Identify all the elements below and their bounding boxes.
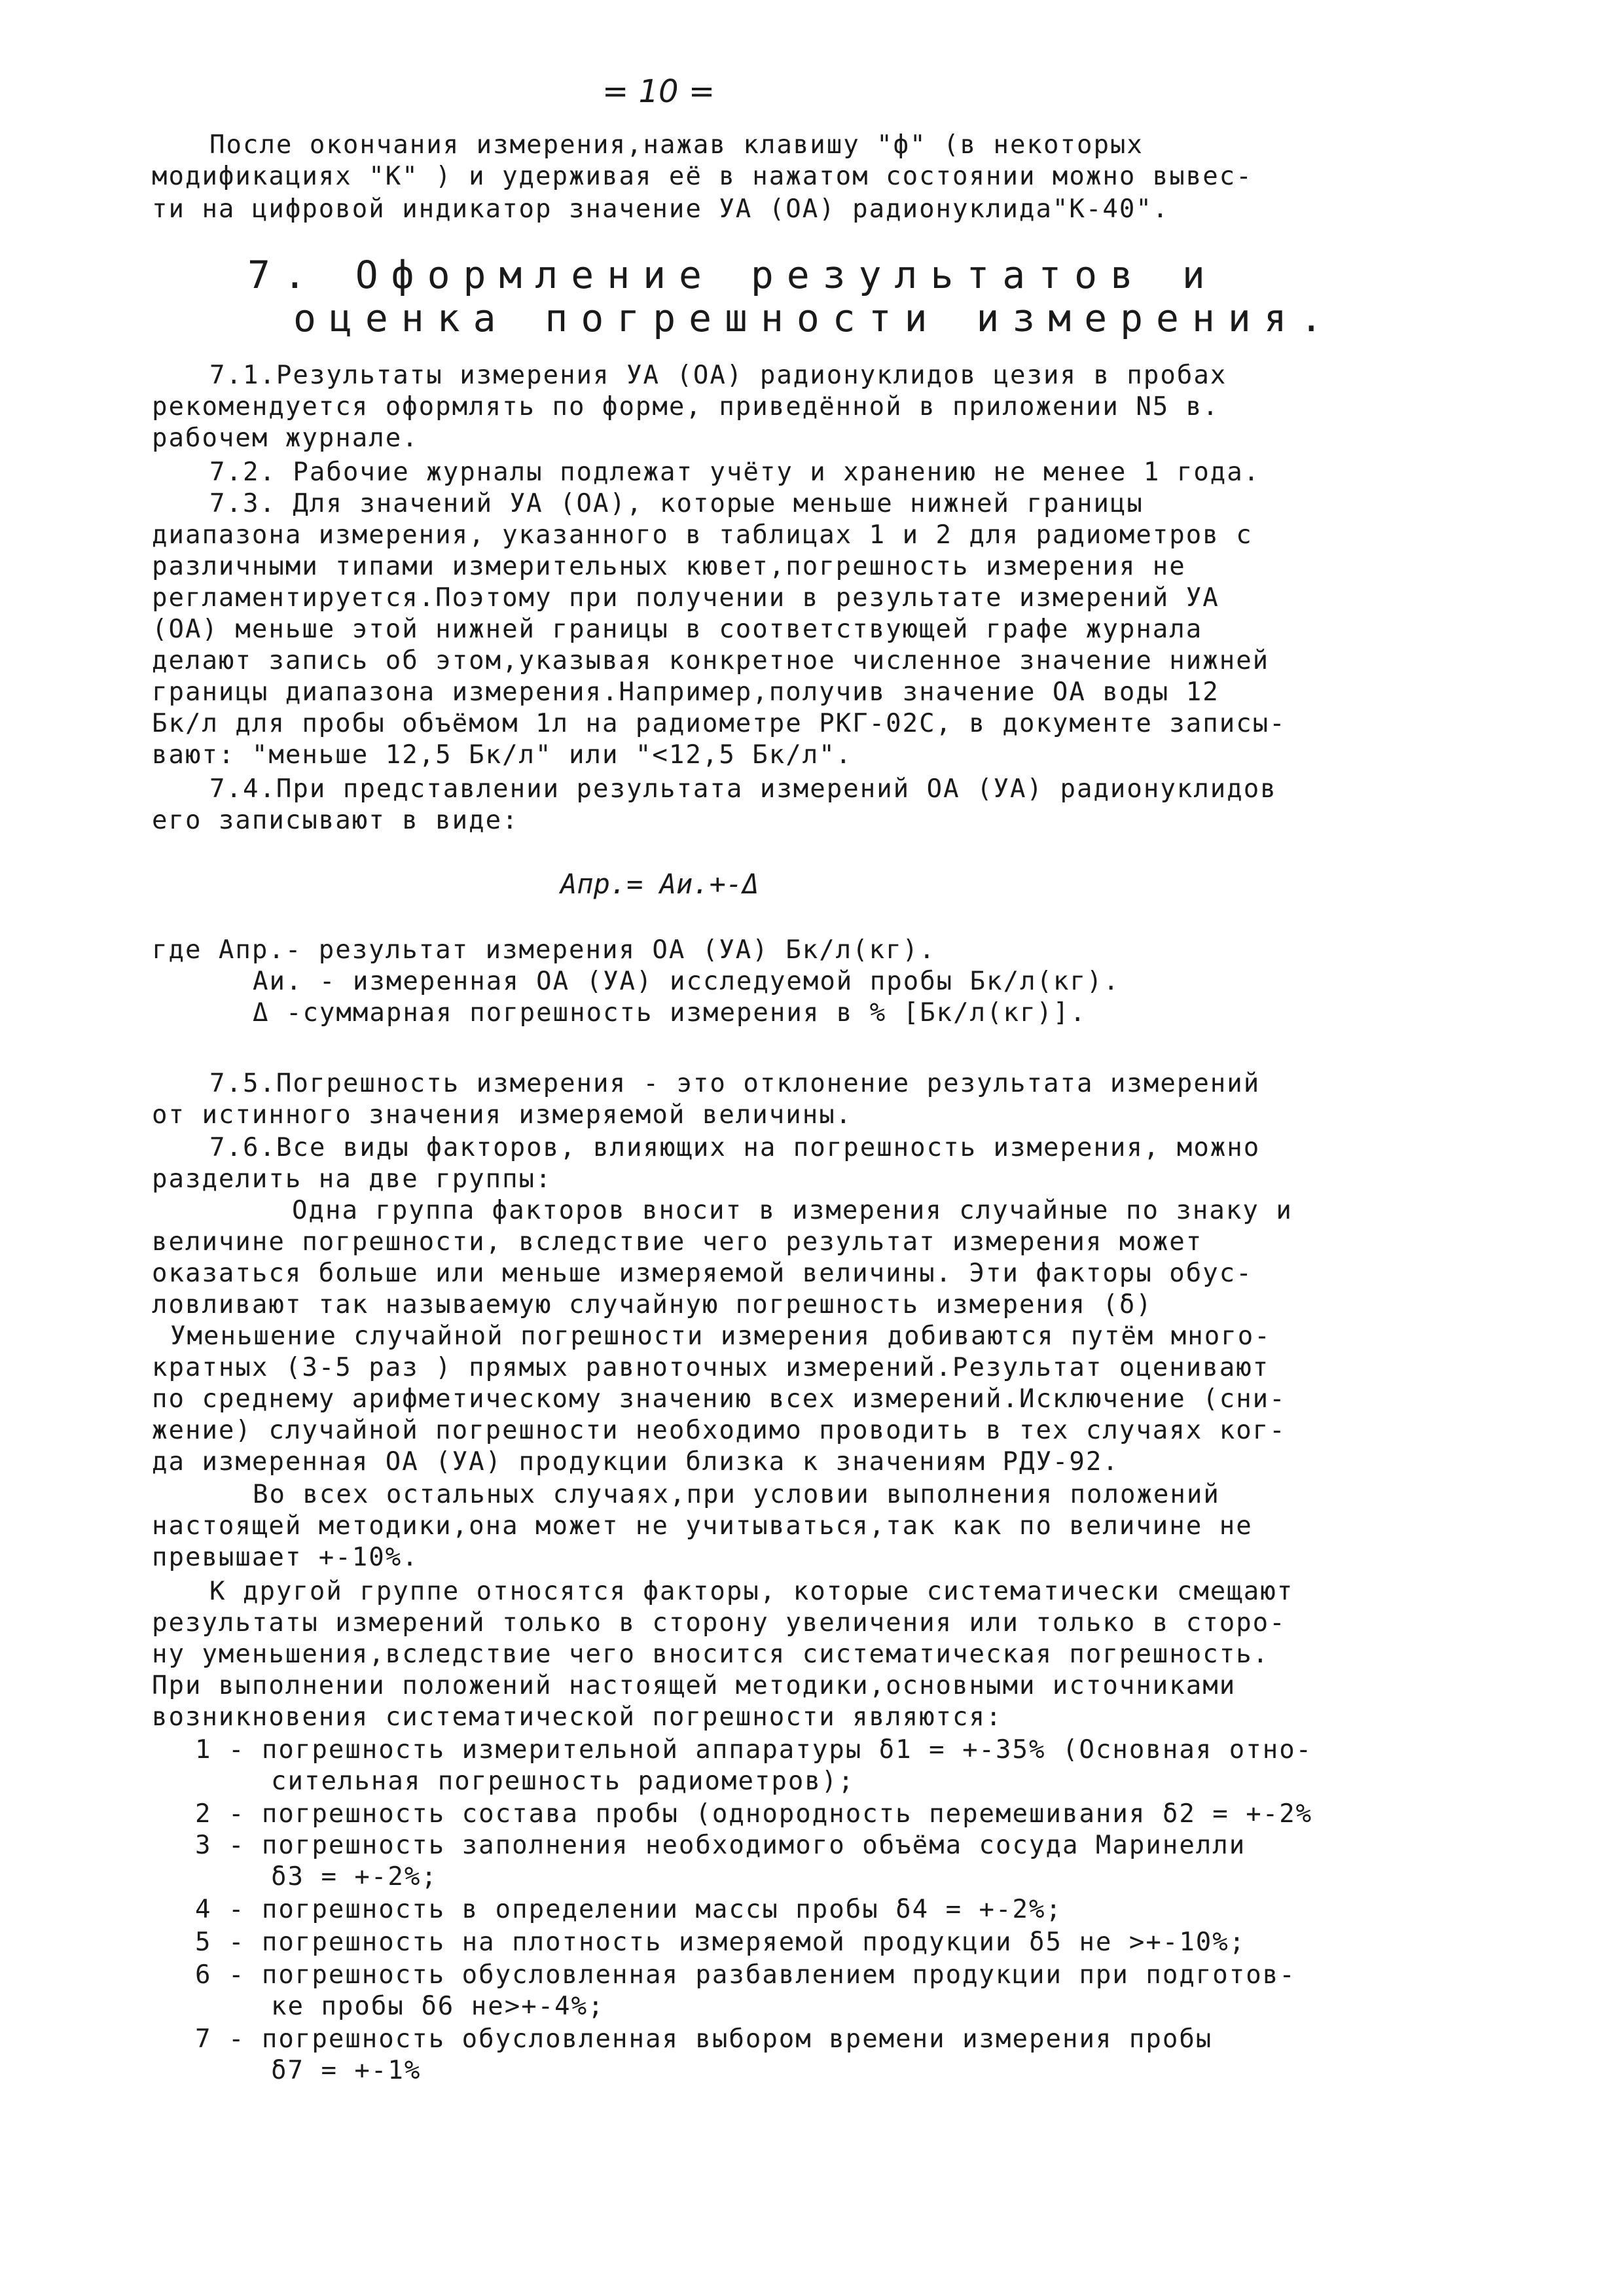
paragraph-line: различными типами измерительных кювет,погрешность измерения не <box>152 552 1186 581</box>
paragraph-line: кратных (3-5 раз ) прямых равноточных измерений.Результат оценивают <box>152 1353 1270 1382</box>
paragraph-line: регламентируется.Поэтому при получении в результате измерений УА <box>152 583 1219 613</box>
paragraph-line: 7.1.Результаты измерения УА (ОА) радионуклидов цезия в пробах <box>209 361 1227 390</box>
paragraph-line: границы диапазона измерения.Например,получив значение ОА воды 12 <box>152 677 1219 707</box>
list-item: 4 - погрешность в определении массы пробы δ4 = +-2%; <box>195 1895 1062 1924</box>
paragraph-line: величине погрешности, вследствие чего результат измерения может <box>152 1227 1203 1257</box>
paragraph-line: его записывают в виде: <box>152 806 519 835</box>
definition-line: Аи. - измеренная ОА (УА) исследуемой пробы Бк/л(кг). <box>253 967 1120 996</box>
paragraph-line: по среднему арифметическому значению всех измерений.Исключение (сни- <box>152 1384 1286 1414</box>
paragraph-line: Бк/л для пробы объёмом 1л на радиометре РКГ-02С, в документе записы- <box>152 709 1286 738</box>
paragraph-line: делают запись об этом,указывая конкретное численное значение нижней <box>152 646 1270 675</box>
list-item-continuation: сительная погрешность радиометров); <box>271 1767 855 1796</box>
paragraph-line: превышает +-10%. <box>152 1543 419 1572</box>
paragraph-line: 7.4.При представлении результата измерений ОА (УА) радионуклидов <box>209 774 1277 804</box>
definition-line: где Апр.- результат измерения ОА (УА) Бк/л(кг). <box>152 935 936 965</box>
paragraph-line: (ОА) меньше этой нижней границы в соответствующей графе журнала <box>152 615 1203 644</box>
paragraph-line: возникновения систематической погрешности являются: <box>152 1702 1003 1732</box>
paragraph-line: рекомендуется оформлять по форме, приведённой в приложении N5 в. <box>152 392 1219 422</box>
paragraph-line: Уменьшение случайной погрешности измерения добиваются путём много- <box>170 1321 1271 1351</box>
intro-line: ти на цифровой индикатор значение УА (ОА) радионуклида"К-40". <box>152 194 1170 224</box>
list-item: 3 - погрешность заполнения необходимого объёма сосуда Маринелли <box>195 1831 1246 1860</box>
list-item: 7 - погрешность обусловленная выбором времени измерения пробы <box>195 2024 1213 2054</box>
paragraph-line: ну уменьшения,вследствие чего вносится систематическая погрешность. <box>152 1640 1270 1669</box>
list-item: 1 - погрешность измерительной аппаратуры δ1 = +-35% (Основная отно- <box>195 1735 1313 1765</box>
definition-line: Δ -суммарная погрешность измерения в % [Бк/л(кг)]. <box>253 998 1087 1028</box>
list-item-continuation: δ3 = +-2%; <box>271 1862 438 1892</box>
paragraph-line: 7.2. Рабочие журналы подлежат учёту и хранению не менее 1 года. <box>209 457 1261 487</box>
paragraph-line: вают: "меньше 12,5 Бк/л" или "<12,5 Бк/л". <box>152 740 853 770</box>
paragraph-line: разделить на две группы: <box>152 1164 552 1194</box>
paragraph-line: 7.6.Все виды факторов, влияющих на погрешность измерения, можно <box>209 1133 1261 1162</box>
list-item: 2 - погрешность состава пробы (однородность перемешивания δ2 = +-2% <box>195 1799 1313 1829</box>
paragraph-line: результаты измерений только в сторону увеличения или только в сторо- <box>152 1608 1286 1638</box>
list-item-continuation: δ7 = +-1% <box>271 2056 422 2085</box>
paragraph-line: К другой группе относятся факторы, которые систематически смещают <box>209 1577 1294 1606</box>
paragraph-line: Во всех остальных случаях,при условии выполнения положений <box>253 1480 1220 1509</box>
formula: Апр.= Аи.+-Δ <box>560 868 759 900</box>
paragraph-line: настоящей методики,она может не учитываться,так как по величине не <box>152 1511 1253 1541</box>
paragraph-line: от истинного значения измеряемой величины. <box>152 1100 853 1130</box>
paragraph-line: диапазона измерения, указанного в таблицах 1 и 2 для радиометров с <box>152 520 1253 550</box>
paragraph-line: ловливают так называемую случайную погрешность измерения (δ) <box>152 1290 1153 1319</box>
intro-line: После окончания измерения,нажав клавишу "ф" (в некоторых <box>209 130 1144 160</box>
intro-line: модификациях "К" ) и удерживая её в нажатом состоянии можно вывес- <box>152 162 1253 191</box>
paragraph-line: При выполнении положений настоящей методики,основными источниками <box>152 1671 1236 1700</box>
list-item-continuation: ке пробы δ6 не>+-4%; <box>271 1992 605 2021</box>
section-heading-line-2: оценка погрешности измерения. <box>293 296 1336 340</box>
paragraph-line: Одна группа факторов вносит в измерения случайные по знаку и <box>292 1196 1293 1225</box>
page-number: = 10 = <box>602 73 715 110</box>
paragraph-line: жение) случайной погрешности необходимо проводить в тех случаях ког- <box>152 1416 1286 1445</box>
section-heading-line-1: 7. Оформление результатов и <box>247 253 1218 297</box>
paragraph-line: рабочем журнале. <box>152 423 419 453</box>
list-item: 5 - погрешность на плотность измеряемой продукции δ5 не >+-10%; <box>195 1928 1246 1957</box>
list-item: 6 - погрешность обусловленная разбавлением продукции при подготов- <box>195 1960 1296 1990</box>
paragraph-line: оказаться больше или меньше измеряемой величины. Эти факторы обус- <box>152 1259 1253 1288</box>
paragraph-line: 7.3. Для значений УА (ОА), которые меньше нижней границы <box>209 489 1144 518</box>
paragraph-line: 7.5.Погрешность измерения - это отклонение результата измерений <box>209 1069 1261 1098</box>
paragraph-line: да измеренная ОА (УА) продукции близка к значениям РДУ-92. <box>152 1447 1119 1477</box>
